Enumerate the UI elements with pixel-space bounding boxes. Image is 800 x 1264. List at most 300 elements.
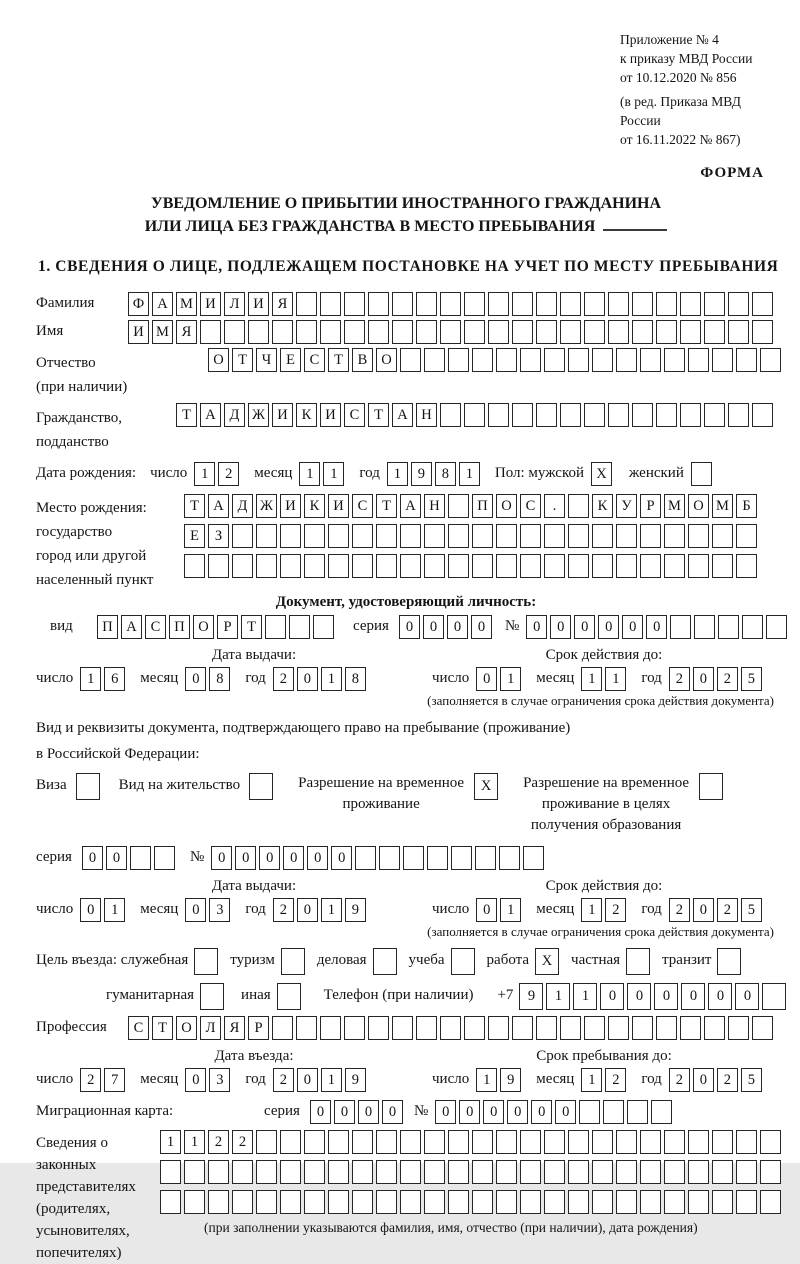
char-cell[interactable]: И <box>328 494 349 518</box>
char-cell[interactable] <box>475 846 496 870</box>
char-cell[interactable] <box>296 320 317 344</box>
char-cell[interactable]: А <box>392 403 413 427</box>
char-cell[interactable] <box>488 320 509 344</box>
char-cell[interactable] <box>352 554 373 578</box>
char-cell[interactable] <box>448 348 469 372</box>
char-cell[interactable] <box>568 524 589 548</box>
char-cell[interactable]: 2 <box>669 667 690 691</box>
char-cell[interactable]: 2 <box>717 1068 738 1092</box>
char-cell[interactable] <box>265 615 286 639</box>
char-cell[interactable] <box>760 348 781 372</box>
char-cell[interactable] <box>736 348 757 372</box>
char-cell[interactable]: Е <box>280 348 301 372</box>
char-cell[interactable] <box>376 524 397 548</box>
char-cell[interactable] <box>464 403 485 427</box>
char-cell[interactable] <box>379 846 400 870</box>
char-cell[interactable]: 0 <box>627 983 651 1010</box>
char-cell[interactable] <box>632 320 653 344</box>
char-cell[interactable]: . <box>544 494 565 518</box>
char-cell[interactable]: П <box>97 615 118 639</box>
char-cell[interactable] <box>656 320 677 344</box>
char-cell[interactable] <box>416 1016 437 1040</box>
char-cell[interactable]: Б <box>736 494 757 518</box>
char-cell[interactable] <box>717 948 741 975</box>
char-cell[interactable] <box>464 292 485 316</box>
char-cell[interactable]: 0 <box>334 1100 355 1124</box>
char-cell[interactable] <box>280 524 301 548</box>
char-cell[interactable] <box>328 524 349 548</box>
char-cell[interactable] <box>616 348 637 372</box>
char-cell[interactable]: 0 <box>622 615 643 639</box>
char-cell[interactable] <box>616 524 637 548</box>
char-cell[interactable] <box>232 524 253 548</box>
char-cell[interactable]: А <box>208 494 229 518</box>
char-cell[interactable] <box>440 403 461 427</box>
char-cell[interactable]: Т <box>176 403 197 427</box>
char-cell[interactable]: 9 <box>345 898 366 922</box>
char-cell[interactable]: 1 <box>459 462 480 486</box>
char-cell[interactable]: 0 <box>259 846 280 870</box>
char-cell[interactable] <box>296 292 317 316</box>
char-cell[interactable] <box>232 554 253 578</box>
char-cell[interactable] <box>296 1016 317 1040</box>
char-cell[interactable]: 0 <box>693 1068 714 1092</box>
char-cell[interactable] <box>544 1160 565 1184</box>
char-cell[interactable]: У <box>616 494 637 518</box>
char-cell[interactable]: В <box>352 348 373 372</box>
char-cell[interactable] <box>488 403 509 427</box>
char-cell[interactable] <box>584 292 605 316</box>
char-cell[interactable]: 0 <box>681 983 705 1010</box>
char-cell[interactable] <box>664 1130 685 1154</box>
char-cell[interactable] <box>427 846 448 870</box>
char-cell[interactable]: 0 <box>211 846 232 870</box>
char-cell[interactable]: С <box>344 403 365 427</box>
char-cell[interactable]: Д <box>232 494 253 518</box>
char-cell[interactable]: 1 <box>299 462 320 486</box>
char-cell[interactable] <box>400 554 421 578</box>
char-cell[interactable] <box>320 320 341 344</box>
char-cell[interactable] <box>760 1190 781 1214</box>
char-cell[interactable] <box>592 524 613 548</box>
char-cell[interactable]: 9 <box>411 462 432 486</box>
char-cell[interactable] <box>640 524 661 548</box>
char-cell[interactable] <box>616 1160 637 1184</box>
char-cell[interactable]: Т <box>232 348 253 372</box>
char-cell[interactable] <box>704 320 725 344</box>
char-cell[interactable] <box>536 292 557 316</box>
char-cell[interactable]: Н <box>424 494 445 518</box>
char-cell[interactable]: 0 <box>708 983 732 1010</box>
char-cell[interactable]: 0 <box>310 1100 331 1124</box>
char-cell[interactable] <box>752 1016 773 1040</box>
char-cell[interactable]: З <box>208 524 229 548</box>
char-cell[interactable] <box>766 615 787 639</box>
char-cell[interactable]: 0 <box>297 1068 318 1092</box>
char-cell[interactable] <box>627 1100 648 1124</box>
char-cell[interactable]: Н <box>416 403 437 427</box>
char-cell[interactable]: 8 <box>345 667 366 691</box>
char-cell[interactable] <box>712 348 733 372</box>
char-cell[interactable] <box>688 348 709 372</box>
char-cell[interactable] <box>664 348 685 372</box>
char-cell[interactable]: 0 <box>735 983 759 1010</box>
char-cell[interactable] <box>640 554 661 578</box>
char-cell[interactable]: 0 <box>106 846 127 870</box>
char-cell[interactable] <box>568 1130 589 1154</box>
char-cell[interactable] <box>520 524 541 548</box>
char-cell[interactable]: 0 <box>382 1100 403 1124</box>
char-cell[interactable]: 2 <box>208 1130 229 1154</box>
char-cell[interactable] <box>760 1160 781 1184</box>
char-cell[interactable] <box>520 1160 541 1184</box>
char-cell[interactable] <box>280 1130 301 1154</box>
char-cell[interactable]: X <box>535 948 559 975</box>
char-cell[interactable] <box>664 1160 685 1184</box>
char-cell[interactable]: Ж <box>248 403 269 427</box>
char-cell[interactable]: 1 <box>194 462 215 486</box>
char-cell[interactable] <box>256 1130 277 1154</box>
char-cell[interactable]: Ч <box>256 348 277 372</box>
char-cell[interactable] <box>451 846 472 870</box>
char-cell[interactable] <box>536 320 557 344</box>
char-cell[interactable] <box>448 1130 469 1154</box>
char-cell[interactable]: И <box>248 292 269 316</box>
char-cell[interactable] <box>728 292 749 316</box>
char-cell[interactable]: Л <box>200 1016 221 1040</box>
char-cell[interactable] <box>400 348 421 372</box>
char-cell[interactable] <box>640 1190 661 1214</box>
char-cell[interactable] <box>280 1190 301 1214</box>
char-cell[interactable]: С <box>145 615 166 639</box>
char-cell[interactable]: 0 <box>483 1100 504 1124</box>
char-cell[interactable]: О <box>376 348 397 372</box>
char-cell[interactable] <box>248 320 269 344</box>
char-cell[interactable]: 1 <box>321 898 342 922</box>
char-cell[interactable]: К <box>304 494 325 518</box>
char-cell[interactable]: Т <box>184 494 205 518</box>
char-cell[interactable] <box>289 615 310 639</box>
char-cell[interactable]: Т <box>376 494 397 518</box>
char-cell[interactable] <box>680 320 701 344</box>
char-cell[interactable]: 1 <box>581 898 602 922</box>
char-cell[interactable]: О <box>496 494 517 518</box>
char-cell[interactable] <box>76 773 100 800</box>
char-cell[interactable] <box>688 554 709 578</box>
char-cell[interactable] <box>496 554 517 578</box>
char-cell[interactable]: Т <box>368 403 389 427</box>
char-cell[interactable]: 7 <box>104 1068 125 1092</box>
char-cell[interactable] <box>752 320 773 344</box>
char-cell[interactable]: А <box>400 494 421 518</box>
char-cell[interactable]: П <box>472 494 493 518</box>
char-cell[interactable]: Я <box>224 1016 245 1040</box>
char-cell[interactable]: 1 <box>581 1068 602 1092</box>
char-cell[interactable]: Р <box>640 494 661 518</box>
char-cell[interactable] <box>376 1130 397 1154</box>
char-cell[interactable] <box>416 292 437 316</box>
char-cell[interactable]: 0 <box>550 615 571 639</box>
char-cell[interactable]: 1 <box>184 1130 205 1154</box>
char-cell[interactable]: С <box>128 1016 149 1040</box>
char-cell[interactable]: П <box>169 615 190 639</box>
char-cell[interactable]: 1 <box>104 898 125 922</box>
char-cell[interactable] <box>499 846 520 870</box>
char-cell[interactable] <box>742 615 763 639</box>
char-cell[interactable]: 1 <box>80 667 101 691</box>
char-cell[interactable]: 1 <box>321 667 342 691</box>
char-cell[interactable] <box>626 948 650 975</box>
char-cell[interactable] <box>304 524 325 548</box>
char-cell[interactable] <box>512 292 533 316</box>
char-cell[interactable]: О <box>193 615 214 639</box>
char-cell[interactable]: 0 <box>185 1068 206 1092</box>
char-cell[interactable] <box>424 1160 445 1184</box>
char-cell[interactable] <box>718 615 739 639</box>
char-cell[interactable] <box>560 320 581 344</box>
char-cell[interactable]: Е <box>184 524 205 548</box>
char-cell[interactable] <box>184 1160 205 1184</box>
char-cell[interactable] <box>368 292 389 316</box>
char-cell[interactable] <box>664 554 685 578</box>
char-cell[interactable] <box>568 1190 589 1214</box>
char-cell[interactable]: 5 <box>741 1068 762 1092</box>
char-cell[interactable] <box>277 983 301 1010</box>
char-cell[interactable] <box>448 1160 469 1184</box>
char-cell[interactable] <box>184 1190 205 1214</box>
char-cell[interactable] <box>344 320 365 344</box>
char-cell[interactable] <box>200 320 221 344</box>
char-cell[interactable]: 0 <box>185 667 206 691</box>
char-cell[interactable]: 0 <box>297 898 318 922</box>
char-cell[interactable] <box>440 1016 461 1040</box>
char-cell[interactable] <box>608 1016 629 1040</box>
char-cell[interactable] <box>523 846 544 870</box>
char-cell[interactable]: X <box>591 462 612 486</box>
char-cell[interactable] <box>688 524 709 548</box>
char-cell[interactable] <box>392 320 413 344</box>
char-cell[interactable] <box>424 524 445 548</box>
char-cell[interactable] <box>699 773 723 800</box>
char-cell[interactable] <box>464 320 485 344</box>
char-cell[interactable]: 6 <box>104 667 125 691</box>
char-cell[interactable] <box>376 554 397 578</box>
char-cell[interactable] <box>272 1016 293 1040</box>
char-cell[interactable] <box>496 524 517 548</box>
char-cell[interactable]: 0 <box>526 615 547 639</box>
char-cell[interactable] <box>520 348 541 372</box>
char-cell[interactable] <box>352 524 373 548</box>
char-cell[interactable] <box>728 1016 749 1040</box>
char-cell[interactable] <box>352 1160 373 1184</box>
char-cell[interactable] <box>670 615 691 639</box>
char-cell[interactable]: 1 <box>500 898 521 922</box>
char-cell[interactable] <box>520 1190 541 1214</box>
char-cell[interactable]: 8 <box>435 462 456 486</box>
char-cell[interactable] <box>640 1160 661 1184</box>
char-cell[interactable]: 1 <box>573 983 597 1010</box>
char-cell[interactable] <box>736 524 757 548</box>
char-cell[interactable] <box>536 403 557 427</box>
char-cell[interactable]: 2 <box>232 1130 253 1154</box>
char-cell[interactable] <box>736 1160 757 1184</box>
char-cell[interactable]: 1 <box>605 667 626 691</box>
char-cell[interactable]: И <box>320 403 341 427</box>
char-cell[interactable]: 0 <box>574 615 595 639</box>
char-cell[interactable]: А <box>200 403 221 427</box>
char-cell[interactable] <box>440 320 461 344</box>
char-cell[interactable] <box>520 1130 541 1154</box>
char-cell[interactable] <box>472 1130 493 1154</box>
char-cell[interactable] <box>424 348 445 372</box>
char-cell[interactable] <box>728 320 749 344</box>
char-cell[interactable] <box>200 983 224 1010</box>
char-cell[interactable]: 9 <box>345 1068 366 1092</box>
char-cell[interactable] <box>313 615 334 639</box>
char-cell[interactable]: А <box>152 292 173 316</box>
char-cell[interactable]: 2 <box>218 462 239 486</box>
char-cell[interactable] <box>752 403 773 427</box>
char-cell[interactable] <box>344 292 365 316</box>
char-cell[interactable] <box>355 846 376 870</box>
char-cell[interactable]: 0 <box>358 1100 379 1124</box>
char-cell[interactable]: М <box>712 494 733 518</box>
char-cell[interactable]: Т <box>328 348 349 372</box>
char-cell[interactable] <box>448 524 469 548</box>
char-cell[interactable]: 0 <box>646 615 667 639</box>
char-cell[interactable] <box>680 1016 701 1040</box>
char-cell[interactable] <box>328 1160 349 1184</box>
char-cell[interactable] <box>256 524 277 548</box>
char-cell[interactable] <box>656 1016 677 1040</box>
char-cell[interactable] <box>512 1016 533 1040</box>
char-cell[interactable]: Д <box>224 403 245 427</box>
char-cell[interactable] <box>208 554 229 578</box>
char-cell[interactable] <box>704 1016 725 1040</box>
char-cell[interactable] <box>608 320 629 344</box>
char-cell[interactable] <box>224 320 245 344</box>
char-cell[interactable]: 0 <box>507 1100 528 1124</box>
char-cell[interactable] <box>592 1190 613 1214</box>
char-cell[interactable]: 0 <box>555 1100 576 1124</box>
char-cell[interactable] <box>592 1130 613 1154</box>
char-cell[interactable] <box>376 1160 397 1184</box>
char-cell[interactable]: Я <box>272 292 293 316</box>
char-cell[interactable]: 0 <box>476 667 497 691</box>
char-cell[interactable] <box>584 403 605 427</box>
char-cell[interactable]: Р <box>217 615 238 639</box>
char-cell[interactable]: 2 <box>273 1068 294 1092</box>
char-cell[interactable]: 0 <box>399 615 420 639</box>
char-cell[interactable] <box>344 1016 365 1040</box>
char-cell[interactable]: Ж <box>256 494 277 518</box>
char-cell[interactable]: 0 <box>82 846 103 870</box>
char-cell[interactable]: 0 <box>331 846 352 870</box>
char-cell[interactable] <box>544 348 565 372</box>
char-cell[interactable] <box>688 1130 709 1154</box>
char-cell[interactable] <box>424 1190 445 1214</box>
char-cell[interactable]: 1 <box>323 462 344 486</box>
char-cell[interactable] <box>280 1160 301 1184</box>
char-cell[interactable]: 1 <box>476 1068 497 1092</box>
char-cell[interactable] <box>496 1130 517 1154</box>
char-cell[interactable] <box>656 292 677 316</box>
char-cell[interactable] <box>632 403 653 427</box>
char-cell[interactable] <box>608 403 629 427</box>
char-cell[interactable] <box>712 1160 733 1184</box>
char-cell[interactable]: 0 <box>283 846 304 870</box>
char-cell[interactable] <box>488 292 509 316</box>
char-cell[interactable] <box>392 292 413 316</box>
char-cell[interactable]: 0 <box>600 983 624 1010</box>
char-cell[interactable]: 5 <box>741 898 762 922</box>
char-cell[interactable] <box>712 524 733 548</box>
char-cell[interactable] <box>373 948 397 975</box>
char-cell[interactable]: 9 <box>519 983 543 1010</box>
char-cell[interactable]: Р <box>248 1016 269 1040</box>
char-cell[interactable] <box>160 1160 181 1184</box>
char-cell[interactable] <box>208 1160 229 1184</box>
char-cell[interactable] <box>712 1130 733 1154</box>
char-cell[interactable] <box>640 1130 661 1154</box>
char-cell[interactable]: 1 <box>500 667 521 691</box>
char-cell[interactable] <box>424 554 445 578</box>
char-cell[interactable] <box>584 320 605 344</box>
char-cell[interactable] <box>536 1016 557 1040</box>
char-cell[interactable] <box>400 1160 421 1184</box>
char-cell[interactable]: X <box>474 773 498 800</box>
char-cell[interactable] <box>232 1190 253 1214</box>
char-cell[interactable] <box>328 1190 349 1214</box>
char-cell[interactable] <box>160 1190 181 1214</box>
char-cell[interactable]: 2 <box>669 1068 690 1092</box>
char-cell[interactable] <box>256 1190 277 1214</box>
char-cell[interactable] <box>496 1160 517 1184</box>
char-cell[interactable] <box>568 494 589 518</box>
char-cell[interactable] <box>352 1130 373 1154</box>
char-cell[interactable] <box>184 554 205 578</box>
char-cell[interactable] <box>272 320 293 344</box>
char-cell[interactable] <box>403 846 424 870</box>
char-cell[interactable]: А <box>121 615 142 639</box>
char-cell[interactable] <box>194 948 218 975</box>
char-cell[interactable] <box>154 846 175 870</box>
char-cell[interactable] <box>616 1130 637 1154</box>
char-cell[interactable]: 0 <box>185 898 206 922</box>
char-cell[interactable] <box>416 320 437 344</box>
char-cell[interactable]: 0 <box>654 983 678 1010</box>
char-cell[interactable] <box>568 554 589 578</box>
char-cell[interactable]: М <box>664 494 685 518</box>
char-cell[interactable]: М <box>152 320 173 344</box>
char-cell[interactable]: 2 <box>80 1068 101 1092</box>
char-cell[interactable] <box>664 524 685 548</box>
char-cell[interactable] <box>656 403 677 427</box>
char-cell[interactable]: 0 <box>598 615 619 639</box>
char-cell[interactable] <box>440 292 461 316</box>
char-cell[interactable] <box>760 1130 781 1154</box>
char-cell[interactable] <box>544 524 565 548</box>
char-cell[interactable] <box>472 348 493 372</box>
char-cell[interactable] <box>328 1130 349 1154</box>
char-cell[interactable]: 5 <box>741 667 762 691</box>
char-cell[interactable] <box>304 1130 325 1154</box>
char-cell[interactable] <box>680 403 701 427</box>
char-cell[interactable] <box>496 1190 517 1214</box>
char-cell[interactable] <box>400 524 421 548</box>
char-cell[interactable] <box>728 403 749 427</box>
char-cell[interactable] <box>368 1016 389 1040</box>
